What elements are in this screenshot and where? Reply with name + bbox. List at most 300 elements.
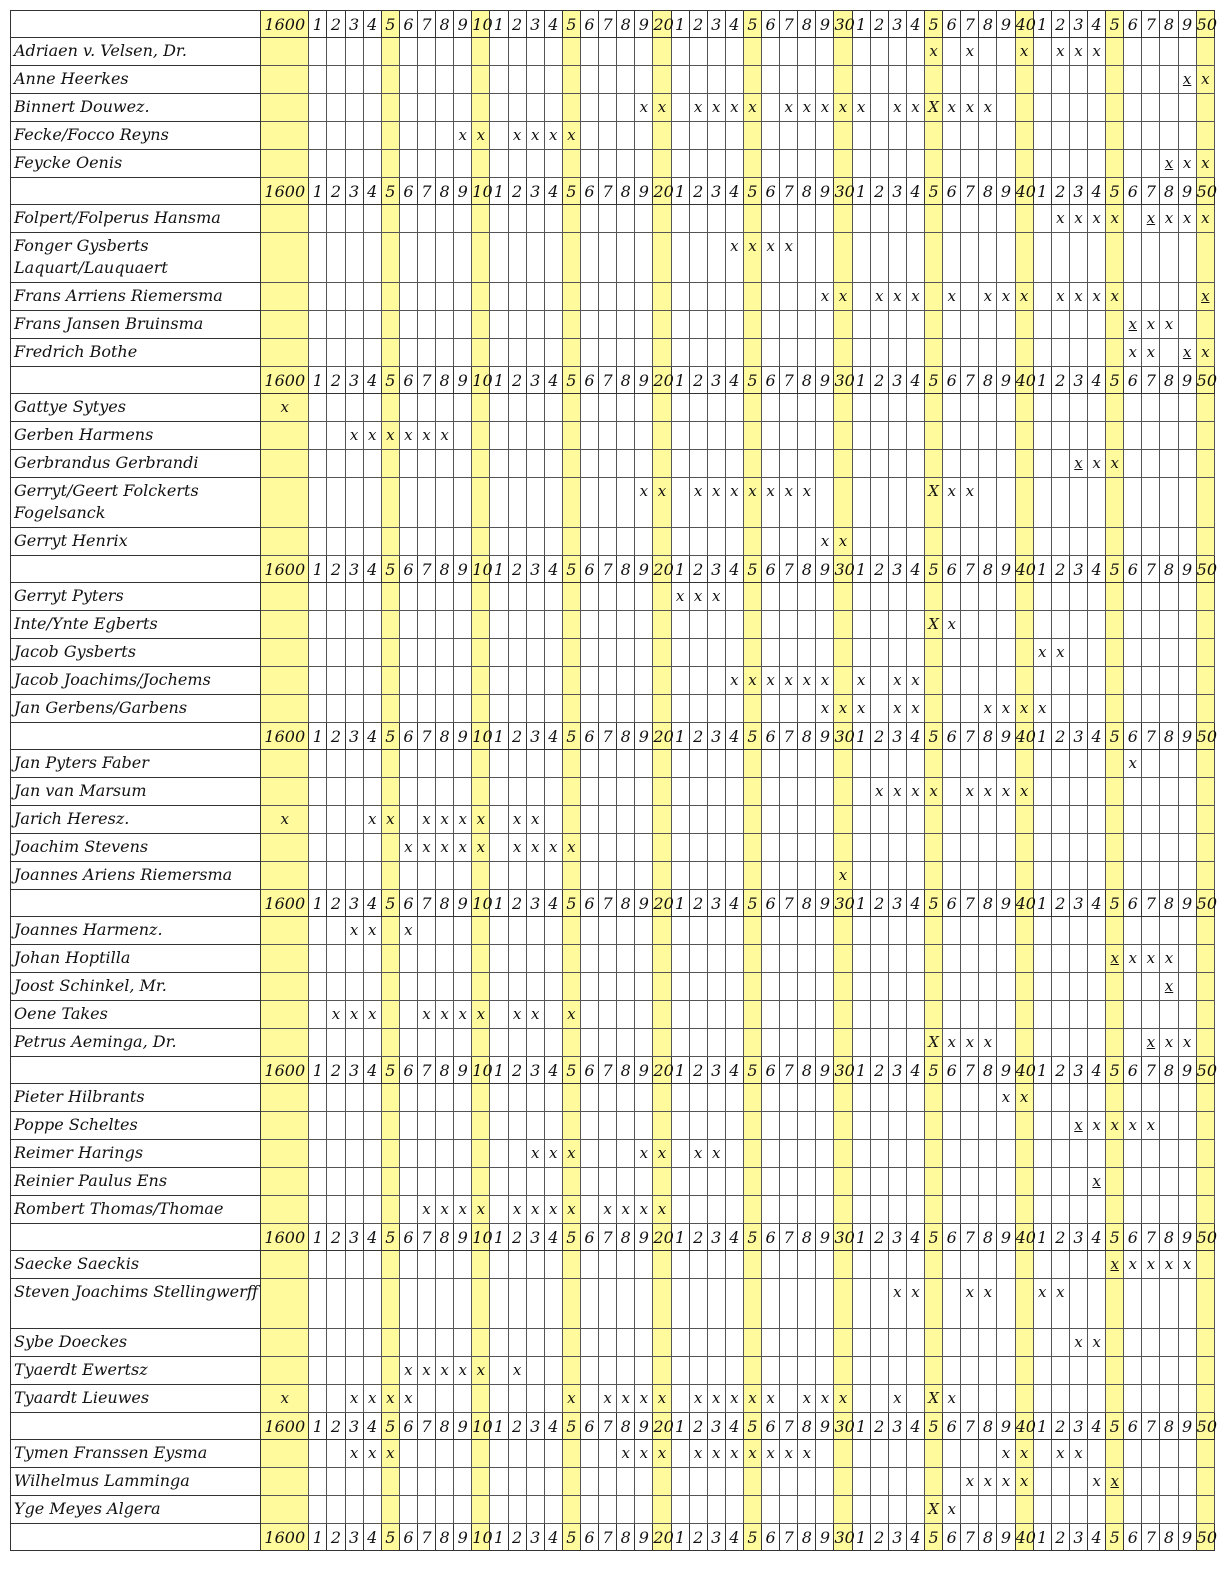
year-header-cell: 5 [381, 1224, 399, 1251]
year-header-cell: 1600 [261, 1413, 309, 1440]
year-mark-cell [526, 583, 544, 611]
year-header-cell: 4 [544, 1413, 562, 1440]
year-header-cell: 40 [1015, 1413, 1033, 1440]
year-mark-cell [327, 478, 345, 528]
year-mark-cell [345, 1357, 363, 1385]
year-mark-cell [1142, 394, 1160, 422]
year-mark-cell [816, 528, 834, 556]
person-name: Pieter Hilbrants [11, 1084, 261, 1112]
year-mark-cell [1106, 38, 1124, 66]
year-mark-cell [399, 667, 417, 695]
year-mark-cell [689, 422, 707, 450]
year-mark-cell [816, 478, 834, 528]
year-header-cell: 9 [1178, 556, 1196, 583]
year-mark-cell [1051, 339, 1069, 367]
year-mark-cell [1124, 1196, 1142, 1224]
person-name: Jan Gerbens/Garbens [11, 695, 261, 723]
attendance-mark: x [512, 1361, 522, 1379]
attendance-mark: x [838, 287, 848, 305]
year-mark-cell [943, 1357, 961, 1385]
year-header-cell: 2 [508, 890, 526, 917]
year-mark-cell [1088, 150, 1106, 178]
year-header-cell: 4 [544, 890, 562, 917]
attendance-mark: x [947, 1389, 956, 1407]
year-mark-cell [762, 1196, 780, 1224]
attendance-mark: x [1182, 1255, 1192, 1273]
year-mark-cell [906, 1385, 924, 1413]
year-mark-cell [961, 667, 979, 695]
year-mark-cell [834, 945, 852, 973]
year-mark-cell [1178, 611, 1196, 639]
year-mark-cell [1051, 283, 1069, 311]
year-header-cell: 9 [635, 11, 653, 38]
year-mark-cell [526, 478, 544, 528]
year-header-cell: 6 [1124, 1057, 1142, 1084]
year-mark-cell [888, 1196, 906, 1224]
year-mark-cell [381, 1496, 399, 1524]
year-mark-cell [671, 339, 689, 367]
year-mark-cell [399, 528, 417, 556]
year-mark-cell [1033, 1084, 1051, 1112]
attendance-mark: x [386, 1444, 395, 1462]
year-mark-cell [309, 862, 327, 890]
year-mark-cell [1015, 973, 1033, 1001]
person-name: Jarich Heresz. [11, 806, 261, 834]
year-header-cell: 1 [852, 1413, 870, 1440]
attendance-mark: x [349, 921, 359, 939]
year-header-cell: 10 [472, 1524, 490, 1551]
year-mark-cell [635, 1279, 653, 1329]
year-mark-cell [635, 611, 653, 639]
year-mark-cell [1178, 778, 1196, 806]
year-mark-cell [580, 750, 598, 778]
year-mark-cell [635, 150, 653, 178]
year-mark-cell [417, 611, 435, 639]
year-mark-cell [834, 478, 852, 528]
year-mark-cell [363, 750, 381, 778]
year-mark-cell [762, 1440, 780, 1468]
year-mark-cell [671, 667, 689, 695]
year-mark-cell [399, 450, 417, 478]
year-mark-cell [1124, 1357, 1142, 1385]
attendance-mark: X [928, 615, 939, 633]
year-mark-cell [617, 1084, 635, 1112]
year-mark-cell [327, 695, 345, 723]
attendance-mark: x [422, 426, 431, 444]
year-mark-cell [653, 583, 671, 611]
year-mark-cell [961, 834, 979, 862]
year-mark-cell [1088, 94, 1106, 122]
year-mark-cell [399, 339, 417, 367]
year-mark-cell [454, 917, 472, 945]
attendance-mark: x [893, 287, 902, 305]
year-mark-cell [399, 150, 417, 178]
year-mark-cell [381, 1112, 399, 1140]
attendance-mark: X [928, 1033, 939, 1051]
year-mark-cell [689, 583, 707, 611]
attendance-mark: x [693, 587, 703, 605]
year-mark-cell [1069, 750, 1087, 778]
year-mark-cell [490, 1168, 508, 1196]
year-mark-cell [345, 1385, 363, 1413]
year-header-cell: 7 [1142, 1224, 1160, 1251]
year-mark-cell [345, 667, 363, 695]
year-mark-cell [490, 917, 508, 945]
year-mark-cell [381, 862, 399, 890]
year-mark-cell [743, 639, 761, 667]
year-mark-cell [961, 1496, 979, 1524]
year-mark-cell [1106, 205, 1124, 233]
year-mark-cell [490, 1112, 508, 1140]
attendance-mark: x [639, 1444, 649, 1462]
year-header-cell: 9 [997, 723, 1015, 750]
year-mark-cell [580, 583, 598, 611]
attendance-mark: x [1038, 699, 1047, 717]
year-mark-cell [762, 66, 780, 94]
year-mark-cell [635, 311, 653, 339]
year-header-cell: 6 [580, 1524, 598, 1551]
year-mark-cell [834, 1029, 852, 1057]
year-mark-cell [671, 150, 689, 178]
year-mark-cell [599, 834, 617, 862]
year-mark-cell [888, 667, 906, 695]
year-mark-cell [1033, 1357, 1051, 1385]
year-mark-cell [997, 1279, 1015, 1329]
year-mark-cell [1124, 233, 1142, 283]
attendance-mark: x [965, 482, 975, 500]
year-header-cell: 6 [399, 556, 417, 583]
year-mark-cell [327, 945, 345, 973]
year-mark-cell [961, 639, 979, 667]
year-mark-cell [1069, 1168, 1087, 1196]
year-mark-cell [417, 1140, 435, 1168]
attendance-mark: x [422, 1005, 431, 1023]
year-mark-cell [1088, 1385, 1106, 1413]
year-mark-cell [454, 1329, 472, 1357]
year-mark-cell [834, 1385, 852, 1413]
year-mark-cell [762, 1468, 780, 1496]
year-mark-cell [943, 205, 961, 233]
year-mark-cell [979, 1196, 997, 1224]
year-mark-cell [653, 1496, 671, 1524]
year-mark-cell [526, 1329, 544, 1357]
year-mark-cell [363, 1112, 381, 1140]
year-mark-cell [762, 834, 780, 862]
year-mark-cell [526, 1440, 544, 1468]
year-mark-cell [490, 1385, 508, 1413]
year-mark-cell [707, 311, 725, 339]
year-mark-cell [345, 122, 363, 150]
year-header-cell: 3 [888, 178, 906, 205]
year-mark-cell [544, 583, 562, 611]
year-mark-cell [689, 339, 707, 367]
year-header-cell: 1 [309, 11, 327, 38]
year-mark-cell [436, 1112, 454, 1140]
year-mark-cell [599, 38, 617, 66]
year-mark-cell [544, 94, 562, 122]
year-mark-cell [834, 339, 852, 367]
year-mark-cell [707, 38, 725, 66]
year-mark-cell [653, 1084, 671, 1112]
year-mark-cell [1124, 311, 1142, 339]
year-mark-cell [417, 1468, 435, 1496]
year-mark-cell [725, 1112, 743, 1140]
year-header-cell: 7 [1142, 723, 1160, 750]
year-header-cell: 4 [363, 1413, 381, 1440]
year-mark-cell [1033, 1468, 1051, 1496]
year-mark-cell [1160, 667, 1178, 695]
year-mark-cell [870, 583, 888, 611]
year-mark-cell [454, 150, 472, 178]
year-mark-cell [544, 667, 562, 695]
year-mark-cell [345, 917, 363, 945]
attendance-mark: x [1019, 782, 1029, 800]
year-mark-cell [345, 1196, 363, 1224]
year-mark-cell [1088, 1112, 1106, 1140]
year-mark-cell [617, 1140, 635, 1168]
year-mark-cell [617, 1329, 635, 1357]
attendance-mark: x [549, 126, 558, 144]
year-mark-cell [653, 1112, 671, 1140]
year-mark-cell [436, 611, 454, 639]
year-mark-cell [1069, 1196, 1087, 1224]
attendance-mark: x [349, 426, 359, 444]
year-header-cell: 3 [345, 1524, 363, 1551]
attendance-mark: x [1128, 1116, 1138, 1134]
year-header-cell: 8 [798, 556, 816, 583]
year-mark-cell [562, 122, 580, 150]
year-header-cell: 9 [997, 1413, 1015, 1440]
person-name: Yge Meyes Algera [11, 1496, 261, 1524]
attendance-mark: x [802, 98, 812, 116]
year-mark-cell [1033, 1440, 1051, 1468]
year-header-cell: 10 [472, 178, 490, 205]
year-header-cell: 8 [436, 1524, 454, 1551]
year-mark-cell [1088, 583, 1106, 611]
year-header-cell: 1 [852, 367, 870, 394]
year-mark-cell [562, 1112, 580, 1140]
year-mark-cell [671, 283, 689, 311]
year-mark-cell [345, 38, 363, 66]
year-mark-cell [925, 283, 943, 311]
year-header-cell: 4 [1088, 1524, 1106, 1551]
attendance-mark: x [1001, 1088, 1011, 1106]
year-mark-cell [261, 205, 309, 233]
year-mark-cell [762, 1251, 780, 1279]
year-mark-cell [399, 1357, 417, 1385]
attendance-mark: x [639, 1144, 649, 1162]
year-header-cell: 9 [454, 890, 472, 917]
year-mark-cell [309, 1084, 327, 1112]
year-mark-cell [707, 1357, 725, 1385]
year-mark-cell [762, 339, 780, 367]
year-header-cell: 30 [834, 890, 852, 917]
year-mark-cell [689, 1279, 707, 1329]
year-mark-cell [261, 1440, 309, 1468]
year-header-cell: 5 [381, 1413, 399, 1440]
header-blank-cell [11, 723, 261, 750]
year-mark-cell [508, 778, 526, 806]
year-header-cell: 7 [1142, 178, 1160, 205]
year-mark-cell [743, 667, 761, 695]
attendance-mark: x [820, 1389, 830, 1407]
year-header-cell: 20 [653, 367, 671, 394]
year-mark-cell [707, 1496, 725, 1524]
year-mark-cell [834, 66, 852, 94]
year-mark-cell [979, 778, 997, 806]
attendance-mark: x [1182, 209, 1192, 227]
year-mark-cell [762, 205, 780, 233]
year-mark-cell [816, 339, 834, 367]
year-mark-cell [617, 422, 635, 450]
attendance-mark: x [1056, 42, 1065, 60]
attendance-mark: x [712, 482, 721, 500]
attendance-mark: x [549, 1200, 558, 1218]
year-header-cell: 1600 [261, 890, 309, 917]
year-mark-cell [508, 1084, 526, 1112]
year-mark-cell [508, 973, 526, 1001]
year-mark-cell [888, 422, 906, 450]
year-mark-cell [261, 1084, 309, 1112]
year-mark-cell [743, 311, 761, 339]
year-mark-cell [852, 611, 870, 639]
year-mark-cell [490, 639, 508, 667]
year-mark-cell [1106, 66, 1124, 94]
year-mark-cell [798, 778, 816, 806]
year-mark-cell [852, 806, 870, 834]
year-mark-cell [363, 122, 381, 150]
year-mark-cell [635, 750, 653, 778]
year-mark-cell [472, 311, 490, 339]
year-mark-cell [725, 1251, 743, 1279]
year-mark-cell [617, 611, 635, 639]
year-mark-cell [1033, 1251, 1051, 1279]
year-mark-cell [599, 1279, 617, 1329]
attendance-mark: x [512, 838, 522, 856]
year-mark-cell [1088, 1329, 1106, 1357]
year-header-cell: 9 [1178, 1224, 1196, 1251]
year-mark-cell [454, 667, 472, 695]
year-mark-cell [1015, 1029, 1033, 1057]
year-mark-cell [671, 1196, 689, 1224]
year-mark-cell [1106, 478, 1124, 528]
year-mark-cell [997, 205, 1015, 233]
year-mark-cell [798, 1084, 816, 1112]
year-header-cell: 10 [472, 1413, 490, 1440]
year-mark-cell [780, 695, 798, 723]
year-header-cell: 2 [327, 11, 345, 38]
year-mark-cell [707, 422, 725, 450]
year-header-cell: 50 [1196, 556, 1214, 583]
year-mark-cell [1196, 695, 1214, 723]
year-header-cell: 1 [852, 1224, 870, 1251]
year-mark-cell [544, 750, 562, 778]
year-mark-cell [309, 945, 327, 973]
year-mark-cell [381, 122, 399, 150]
year-mark-cell [544, 945, 562, 973]
year-mark-cell [1051, 94, 1069, 122]
year-header-cell: 2 [870, 556, 888, 583]
year-mark-cell [508, 1329, 526, 1357]
year-header-cell: 8 [798, 890, 816, 917]
year-mark-cell [345, 528, 363, 556]
year-mark-cell [1160, 311, 1178, 339]
year-header-cell: 1 [490, 1057, 508, 1084]
attendance-mark: x [693, 1389, 703, 1407]
year-mark-cell [852, 862, 870, 890]
year-mark-cell [888, 1084, 906, 1112]
year-header-cell: 5 [562, 890, 580, 917]
year-mark-cell [1142, 583, 1160, 611]
year-mark-cell [997, 1468, 1015, 1496]
attendance-mark: x [820, 287, 830, 305]
year-mark-cell [261, 583, 309, 611]
year-mark-cell [707, 639, 725, 667]
year-mark-cell [363, 66, 381, 94]
year-mark-cell [508, 66, 526, 94]
year-mark-cell [997, 1168, 1015, 1196]
year-mark-cell [436, 150, 454, 178]
year-mark-cell [1033, 862, 1051, 890]
year-header-cell: 3 [1069, 367, 1087, 394]
year-mark-cell [635, 695, 653, 723]
year-header-cell: 40 [1015, 1057, 1033, 1084]
year-mark-cell [1124, 283, 1142, 311]
year-header-cell: 6 [762, 723, 780, 750]
year-mark-cell [671, 1251, 689, 1279]
year-mark-cell [345, 750, 363, 778]
attendance-mark: x [1001, 1444, 1011, 1462]
year-mark-cell [454, 1468, 472, 1496]
year-header-cell: 9 [1178, 367, 1196, 394]
year-mark-cell [762, 1357, 780, 1385]
attendance-mark: x [1019, 1444, 1029, 1462]
year-mark-cell [508, 1168, 526, 1196]
year-mark-cell [635, 422, 653, 450]
attendance-mark: x [893, 1283, 902, 1301]
year-mark-cell [707, 695, 725, 723]
year-mark-cell [979, 1140, 997, 1168]
year-mark-cell [1088, 1357, 1106, 1385]
year-header-cell: 9 [816, 1524, 834, 1551]
year-mark-cell [345, 1140, 363, 1168]
header-blank-cell [11, 178, 261, 205]
year-mark-cell [490, 1029, 508, 1057]
year-mark-cell [762, 1112, 780, 1140]
year-mark-cell [1142, 639, 1160, 667]
person-row [11, 583, 1215, 611]
year-mark-cell [671, 1357, 689, 1385]
year-mark-cell [261, 1357, 309, 1385]
year-mark-cell [888, 973, 906, 1001]
year-mark-cell [436, 945, 454, 973]
year-mark-cell [852, 311, 870, 339]
year-header-cell: 9 [997, 1524, 1015, 1551]
year-mark-cell [762, 695, 780, 723]
year-header-cell: 2 [327, 1224, 345, 1251]
year-mark-cell [1142, 422, 1160, 450]
attendance-mark: x [766, 482, 775, 500]
year-mark-cell [261, 233, 309, 283]
year-mark-cell [490, 611, 508, 639]
year-header-cell: 50 [1196, 367, 1214, 394]
year-mark-cell [798, 528, 816, 556]
year-mark-cell [1142, 667, 1160, 695]
year-mark-cell [1196, 1112, 1214, 1140]
attendance-mark: x [675, 587, 685, 605]
year-mark-cell [309, 639, 327, 667]
year-mark-cell [689, 667, 707, 695]
